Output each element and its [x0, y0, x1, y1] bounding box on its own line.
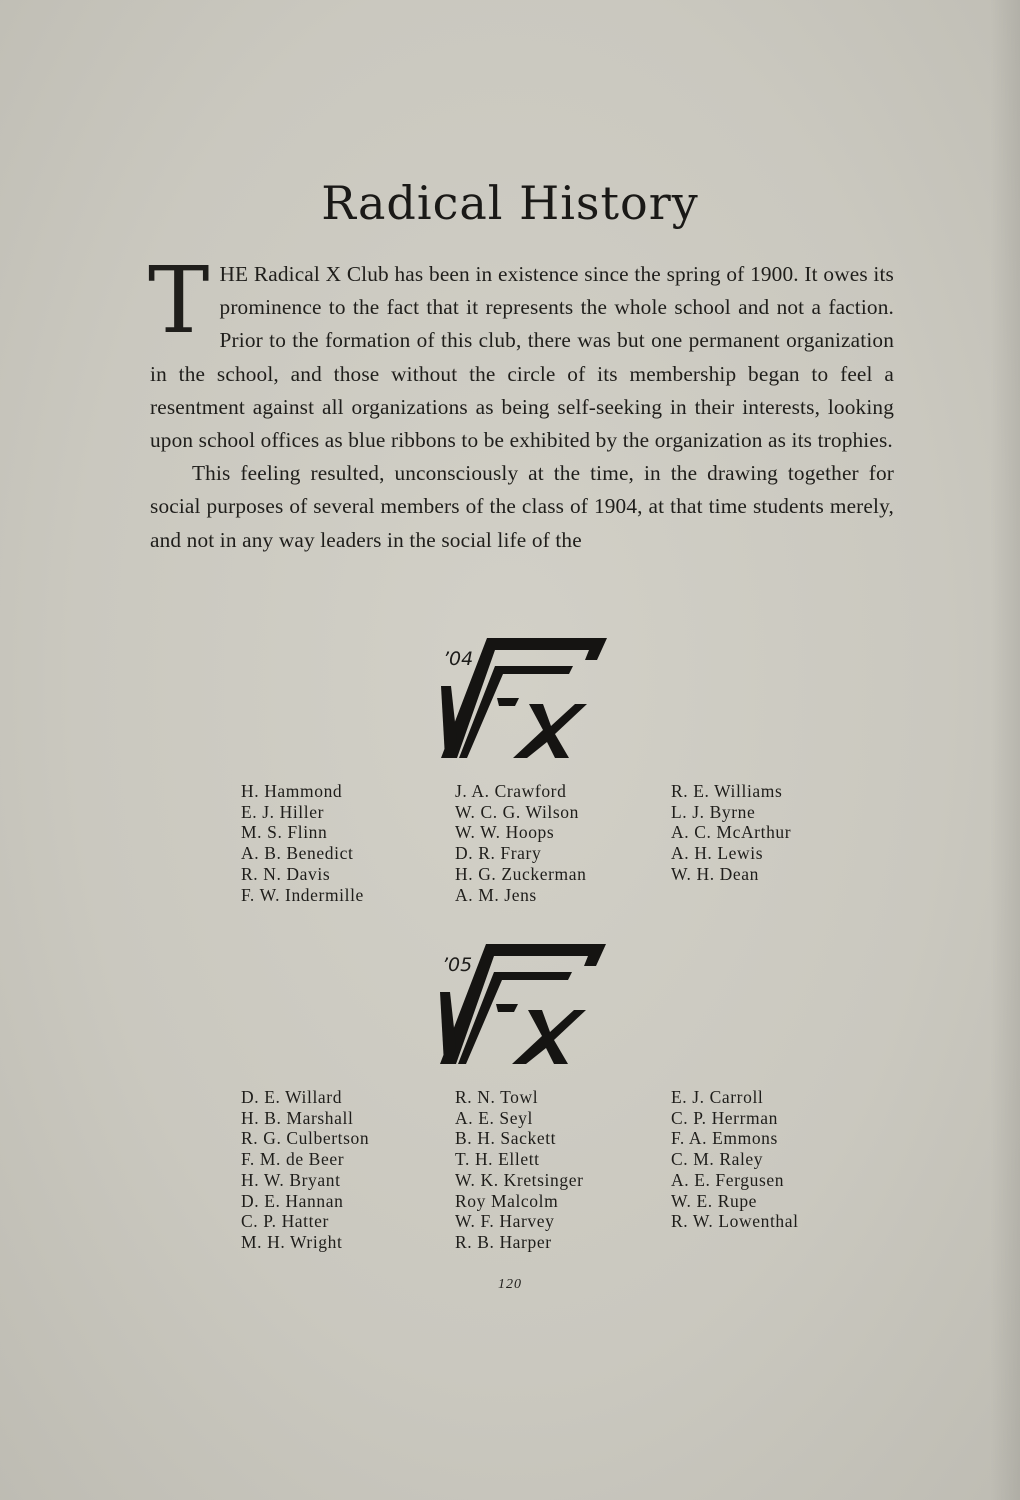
- member-name: B. H. Sackett: [455, 1128, 557, 1149]
- member-name: W. E. Rupe: [671, 1190, 758, 1211]
- member-name: D. E. Willard: [241, 1087, 343, 1107]
- member-name: F. W. Indermille: [241, 884, 364, 905]
- member-name: R. N. Davis: [241, 863, 331, 884]
- member-name: H. Hammond: [241, 781, 343, 801]
- member-name: H. G. Zuckerman: [455, 863, 587, 884]
- member-name: W. F. Harvey: [455, 1211, 555, 1232]
- emblem-year: ’05: [442, 954, 473, 976]
- member-name: A. C. McArthur: [671, 822, 792, 843]
- member-name: E. J. Carroll: [671, 1087, 764, 1107]
- member-name: R. N. Towl: [455, 1087, 539, 1107]
- member-name: A. E. Seyl: [455, 1107, 533, 1128]
- member-name: E. J. Hiller: [241, 801, 325, 822]
- member-name: R. W. Lowenthal: [671, 1211, 799, 1232]
- member-name: A. E. Fergusen: [671, 1169, 785, 1190]
- paragraph-1-text: HE Radical X Club has been in existence since the spring of 1900. It owes its prominence to the fact that it represents the whole school and not a faction. Prior to the formation of this club, there was but one permanent organization in the school, and those without the circle of its membership began to feel a resentment against all organizations as being self-seeking in their interests, looking upon school offices as blue ribbons to be exhibited by the organization as its trophies.: [150, 262, 894, 453]
- drop-cap: T: [148, 247, 210, 354]
- history-text: [148, 247, 894, 557]
- members-1905-col3: [671, 1087, 799, 1232]
- member-name: A. M. Jens: [455, 884, 537, 905]
- member-name: H. B. Marshall: [241, 1107, 354, 1128]
- member-name: H. W. Bryant: [241, 1169, 341, 1190]
- emblem-1905: [436, 942, 616, 1072]
- member-name: R. G. Culbertson: [241, 1128, 370, 1149]
- member-name: M. S. Flinn: [241, 822, 328, 843]
- page-edge-shadow: [990, 0, 1020, 1500]
- member-name: M. H. Wright: [241, 1231, 343, 1252]
- member-name: R. E. Williams: [671, 781, 783, 801]
- member-name: C. P. Herrman: [671, 1107, 778, 1128]
- member-name: J. A. Crawford: [455, 781, 567, 801]
- member-name: D. R. Frary: [455, 843, 542, 864]
- member-name: F. M. de Beer: [241, 1149, 345, 1170]
- member-name: A. H. Lewis: [671, 843, 764, 864]
- members-1904-col2: [455, 781, 586, 905]
- member-name: W. K. Kretsinger: [455, 1169, 584, 1190]
- emblem-year: ’04: [443, 648, 474, 670]
- paragraph-1: [148, 247, 894, 457]
- member-name: C. M. Raley: [671, 1149, 764, 1170]
- member-name: Roy Malcolm: [455, 1190, 559, 1211]
- members-1905-col2: [455, 1087, 584, 1253]
- members-1905-col1: [241, 1087, 369, 1253]
- member-name: T. H. Ellett: [455, 1149, 540, 1170]
- member-name: R. B. Harper: [455, 1231, 552, 1252]
- member-name: A. B. Benedict: [241, 843, 354, 864]
- member-name: F. A. Emmons: [671, 1128, 778, 1149]
- member-name: W. W. Hoops: [455, 822, 555, 843]
- member-name: W. C. G. Wilson: [455, 801, 580, 822]
- member-name: L. J. Byrne: [671, 801, 756, 822]
- members-1904-col3: [671, 781, 791, 885]
- page-title: Radical History: [321, 176, 699, 230]
- member-name: C. P. Hatter: [241, 1211, 329, 1232]
- page-number: 120: [498, 1277, 522, 1292]
- member-name: W. H. Dean: [671, 863, 759, 884]
- member-name: D. E. Hannan: [241, 1190, 344, 1211]
- emblem-1904: [437, 636, 617, 766]
- members-1904-col1: [241, 781, 364, 905]
- paragraph-2: This feeling resulted, unconsciously at the time, in the drawing together for social purposes of several members of the class of 1904, at that time students merely, and not in any way leaders in the social life of the: [150, 461, 894, 552]
